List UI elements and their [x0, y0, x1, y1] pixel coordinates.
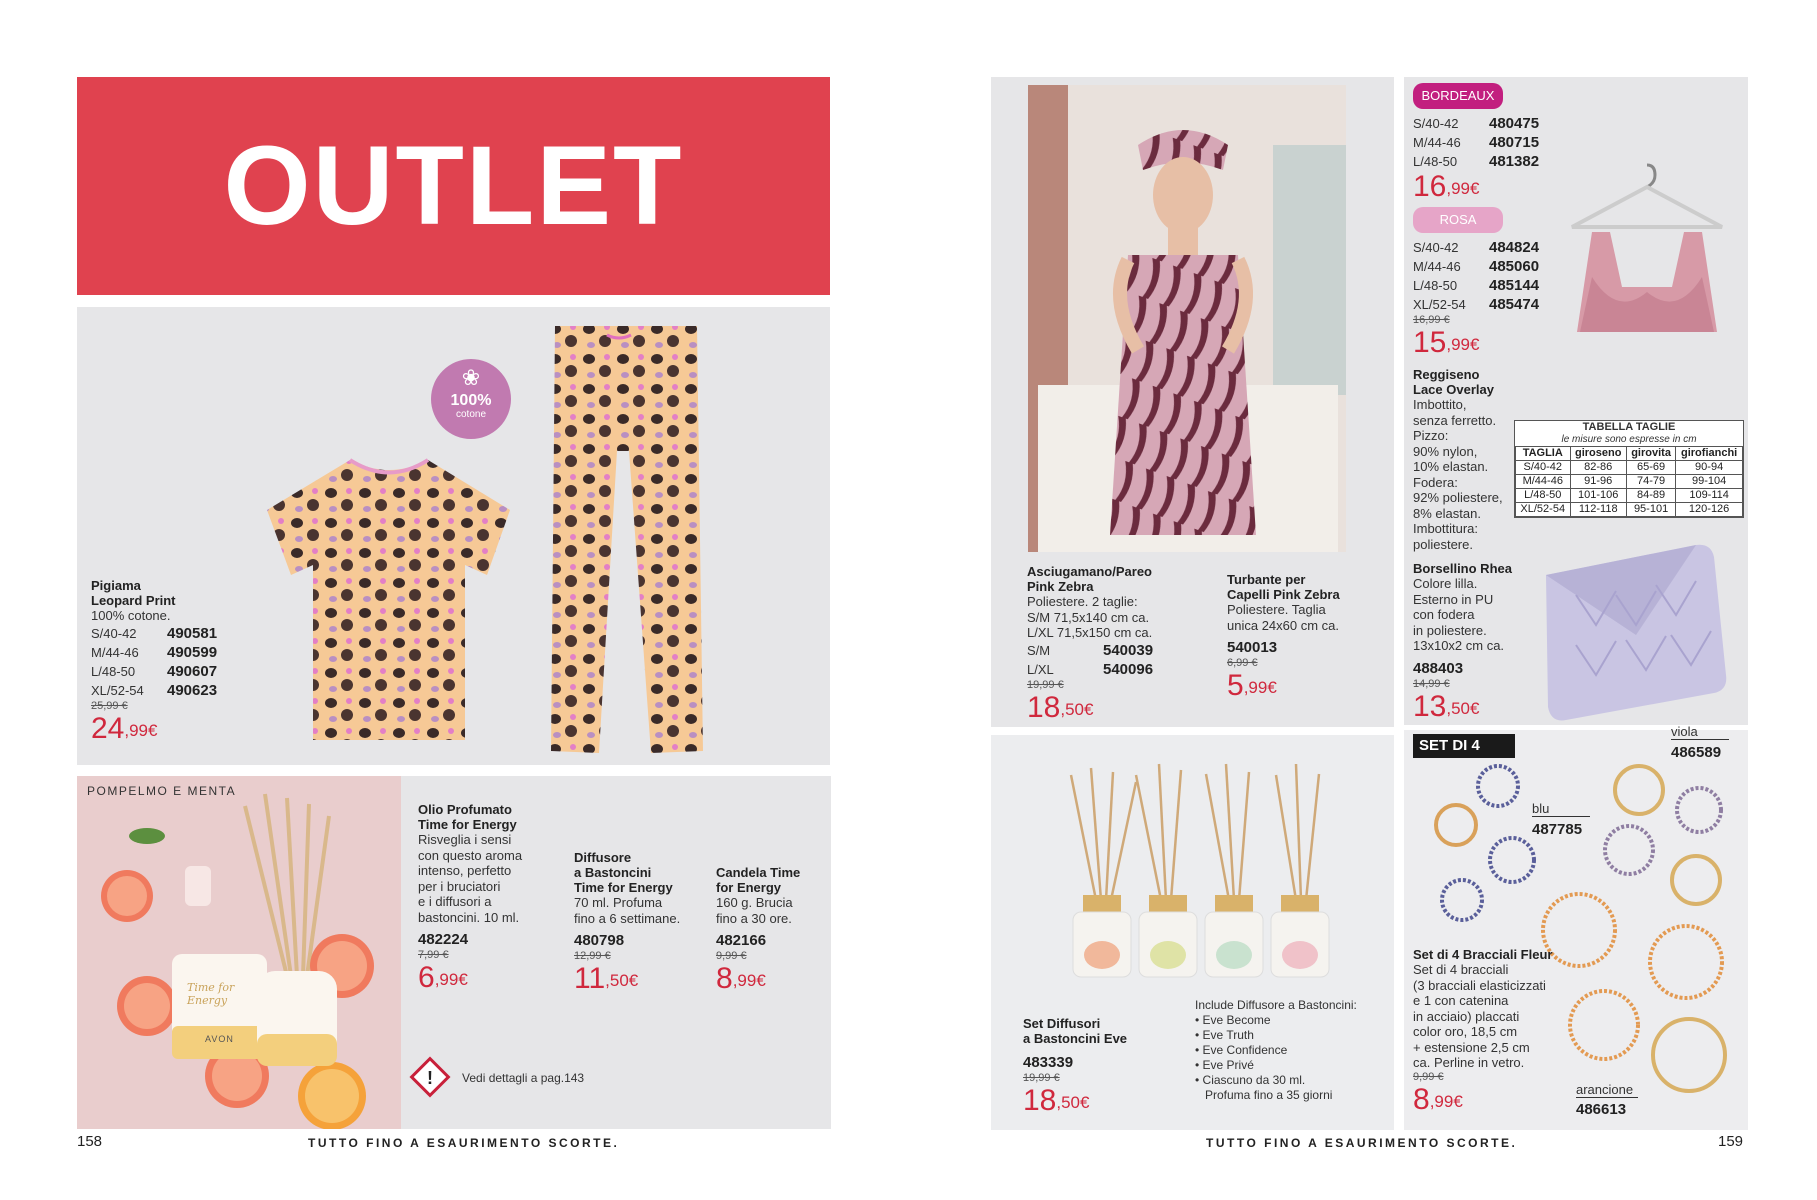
turbante-code: 540013: [1227, 639, 1278, 656]
rosa-price: $15^{,99€}$: [1413, 326, 1480, 359]
asciugamano-price: $18^{,50€}$: [1027, 690, 1094, 724]
candela-desc-1: 160 g. Brucia: [716, 895, 793, 910]
viola-code: 486589: [1671, 744, 1722, 761]
rosa-size-row: L/48-50 485144: [1413, 277, 1540, 294]
turbante-price: $5^{,99€}$: [1227, 669, 1277, 702]
eve-diffusers-image: [1051, 750, 1331, 980]
bordeaux-size-row: S/40-42 480475: [1413, 115, 1540, 132]
size-table-row: S/40-42 82-86 65-69 90-94: [1516, 461, 1743, 475]
energy-panel: [77, 776, 831, 1129]
borsellino-code: 488403: [1413, 659, 1464, 677]
bordeaux-size-row: L/48-50 481382: [1413, 153, 1540, 170]
diffusore-old-price: 12,99 €: [574, 950, 611, 962]
bordeaux-price: $16^{,99€}$: [1413, 170, 1480, 203]
bracciali-panel: [1404, 724, 1748, 1130]
pigiama-desc: 100% cotone.: [91, 608, 171, 623]
reggiseno-old-price: 16,99 €: [1413, 314, 1450, 326]
olio-name-2: Time for Energy: [418, 817, 517, 832]
rosa-badge: ROSA: [1413, 207, 1503, 233]
reggiseno-desc-7: 92% poliestere,: [1413, 490, 1503, 505]
reggiseno-desc-5: 10% elastan.: [1413, 459, 1489, 474]
eve-item: • Ciascuno da 30 ml.: [1195, 1073, 1306, 1087]
asciugamano-name: Asciugamano/Pareo: [1027, 564, 1152, 579]
pigiama-old-price: 25,99 €: [91, 699, 128, 712]
bracciali-desc-6: + estensione 2,5 cm: [1413, 1039, 1530, 1055]
eve-item: • Eve Confidence: [1195, 1043, 1288, 1057]
lingerie-panel: [1404, 77, 1748, 725]
eve-include: Include Diffusore a Bastoncini:: [1195, 998, 1357, 1012]
eve-item: • Eve Become: [1195, 1013, 1271, 1027]
candela-old-price: 9,99 €: [716, 950, 747, 962]
bracciali-desc-1: Set di 4 bracciali: [1413, 962, 1509, 977]
sticks-graphic: [77, 776, 401, 1129]
candela-name-2: for Energy: [716, 880, 782, 895]
asciugamano-desc-1: Poliestere. 2 taglie:: [1027, 594, 1138, 609]
set-tag: SET DI 4: [1413, 734, 1515, 758]
bordeaux-badge: BORDEAUX: [1413, 83, 1503, 109]
olio-desc-5: e i diffusori a: [418, 894, 492, 909]
diffusore-name-3: Time for Energy: [574, 880, 673, 895]
reggiseno-name-2: Lace Overlay: [1413, 382, 1494, 397]
diffusore-name: Diffusore: [574, 850, 632, 865]
pigiama-pants-image: [547, 321, 707, 761]
borsellino-desc-2: Esterno in PU: [1413, 591, 1494, 607]
footer-right: TUTTO FINO A ESAURIMENTO SCORTE.: [1206, 1136, 1518, 1150]
bracciali-desc-5: color oro, 18,5 cm: [1413, 1024, 1518, 1039]
olio-desc-6: bastoncini. 10 ml.: [418, 909, 520, 925]
cotton-icon: ❀: [461, 365, 481, 390]
turbante-name: Turbante per: [1227, 572, 1306, 587]
cotton-label: cotone: [455, 409, 487, 420]
asciugamano-size-row: L/XL 540096: [1027, 660, 1154, 678]
diffusore-name-2: a Bastoncini: [574, 865, 652, 880]
candela-price: $8^{,99€}$: [716, 962, 766, 995]
pigiama-name: Pigiama: [91, 578, 141, 593]
size-table-subtitle: le misure sono espresse in cm: [1561, 434, 1697, 445]
candela-name: Candela Time: [716, 865, 801, 880]
asciugamano-size-row: S/M 540039: [1027, 641, 1154, 659]
asciugamano-desc-2: S/M 71,5x140 cm ca.: [1027, 609, 1150, 625]
eve-price: $18^{,50€}$: [1023, 1084, 1090, 1117]
pigiama-name-2: Leopard Print: [91, 593, 176, 608]
blu-code: 487785: [1532, 821, 1583, 838]
olio-desc-1: Risveglia i sensi: [418, 832, 512, 847]
diffusore-desc-1: 70 ml. Profuma: [574, 895, 663, 910]
cotton-badge: [431, 359, 511, 439]
bordeaux-size-row: M/44-46 480715: [1413, 134, 1540, 151]
reggiseno-desc-3: Pizzo:: [1413, 428, 1449, 443]
borsellino-old-price: 14,99 €: [1413, 677, 1450, 690]
turbante-old-price: 6,99 €: [1227, 657, 1258, 669]
footer-left: TUTTO FINO A ESAURIMENTO SCORTE.: [308, 1136, 620, 1150]
size-table-header: TAGLIA giroseno girovita girofianchi: [1516, 447, 1743, 461]
turbante-desc-2: unica 24x60 cm ca.: [1227, 617, 1340, 633]
size-table-row: M/44-46 91-96 74-79 99-104: [1516, 475, 1743, 489]
borsellino-desc-1: Colore lilla.: [1413, 576, 1478, 591]
reggiseno-desc-1: Imbottito,: [1413, 397, 1467, 412]
energy-products-image: [77, 776, 401, 1129]
arancione-code: 486613: [1576, 1101, 1627, 1118]
reggiseno-desc-4: 90% nylon,: [1413, 443, 1478, 459]
diffusore-price: $11^{,50€}$: [574, 962, 639, 995]
size-table-row: XL/52-54 112-118 95-101 120-126: [1516, 503, 1743, 517]
reggiseno-desc-8: 8% elastan.: [1413, 505, 1481, 521]
asciugamano-old-price: 19,99 €: [1027, 678, 1064, 691]
olio-desc-4: per i bruciatori: [418, 878, 501, 894]
eve-panel: [991, 735, 1394, 1130]
reggiseno-desc-10: poliestere.: [1413, 536, 1473, 552]
size-table-title: TABELLA TAGLIE: [1582, 421, 1676, 433]
eve-item: Profuma fino a 35 giorni: [1195, 1088, 1333, 1102]
borsellino-desc-3: con fodera: [1413, 607, 1475, 622]
borsellino-desc-4: in poliestere.: [1413, 622, 1487, 638]
page-number-left: 158: [77, 1133, 103, 1150]
pigiama-size-row: S/40-42 490581: [91, 624, 218, 642]
candela-desc-2: fino a 30 ore.: [716, 910, 792, 926]
bracciali-old-price: 9,99 €: [1413, 1070, 1444, 1083]
eve-name: Set Diffusori: [1023, 1016, 1101, 1031]
jar-brand: AVON: [205, 1034, 234, 1044]
cotton-pct: 100%: [450, 392, 492, 409]
energy-label: POMPELMO E MENTA: [87, 784, 237, 798]
borsellino-desc-5: 13x10x2 cm ca.: [1413, 638, 1505, 653]
diffusore-code: 480798: [574, 932, 625, 949]
rosa-size-row: S/40-42 484824: [1413, 239, 1540, 256]
olio-code: 482224: [418, 931, 469, 948]
viola-label: viola: [1671, 724, 1729, 740]
reggiseno-desc-2: senza ferretto.: [1413, 412, 1497, 428]
eve-old-price: 19,99 €: [1023, 1072, 1060, 1084]
outlet-banner: [77, 77, 830, 295]
outlet-title: OUTLET: [223, 123, 684, 248]
bra-image: [1552, 157, 1742, 357]
wallet-image: [1536, 535, 1732, 725]
pigiama-size-row: XL/52-54 490623: [91, 681, 218, 699]
bracciali-name: Set di 4 Bracciali Fleur: [1413, 947, 1553, 962]
candela-code: 482166: [716, 932, 767, 949]
olio-desc-3: intenso, perfetto: [418, 863, 512, 878]
zebra-panel: [991, 77, 1394, 727]
diffusore-desc-2: fino a 6 settimane.: [574, 910, 681, 926]
pigiama-size-row: L/48-50 490607: [91, 662, 218, 680]
olio-old-price: 7,99 €: [418, 949, 449, 961]
reggiseno-desc-9: Imbottitura:: [1413, 521, 1479, 536]
eve-name-2: a Bastoncini Eve: [1023, 1031, 1128, 1046]
turbante-name-2: Capelli Pink Zebra: [1227, 587, 1340, 602]
bracciali-desc-4: in acciaio) placcati: [1413, 1008, 1520, 1024]
page-number-right: 159: [1718, 1133, 1744, 1150]
pigiama-shirt-image: [255, 455, 523, 745]
bracciali-desc-3: e 1 con catenina: [1413, 993, 1509, 1008]
asciugamano-desc-3: L/XL 71,5x150 cm ca.: [1027, 625, 1153, 640]
olio-name: Olio Profumato: [418, 802, 512, 817]
zebra-model-image: [1028, 85, 1346, 552]
pigiama-price: $24^{,99€}$: [91, 711, 158, 745]
rosa-size-row: XL/52-54 485474: [1413, 296, 1540, 313]
bracciali-desc-7: ca. Perline in vetro.: [1413, 1055, 1525, 1070]
borsellino-price: $13^{,50€}$: [1413, 689, 1480, 723]
size-table: [1514, 420, 1744, 518]
blu-label: blu: [1532, 801, 1590, 817]
warning-icon: [409, 1056, 451, 1098]
reggiseno-desc-6: Fodera:: [1413, 474, 1458, 490]
olio-desc-2: con questo aroma: [418, 847, 523, 863]
bracciali-price: $8^{,99€}$: [1413, 1082, 1463, 1116]
rosa-size-row: M/44-46 485060: [1413, 258, 1540, 275]
size-table-row: L/48-50 101-106 84-89 109-114: [1516, 489, 1743, 503]
warning-note: Vedi dettagli a pag.143: [462, 1071, 585, 1085]
jar-text: Time for Energy: [187, 981, 235, 1007]
olio-price: $6^{,99€}$: [418, 961, 468, 994]
eve-code: 483339: [1023, 1054, 1074, 1071]
asciugamano-name-2: Pink Zebra: [1027, 579, 1094, 594]
borsellino-name: Borsellino Rhea: [1413, 561, 1512, 576]
eve-item: • Eve Privé: [1195, 1058, 1254, 1072]
arancione-label: arancione: [1576, 1082, 1638, 1098]
turbante-desc-1: Poliestere. Taglia: [1227, 602, 1326, 617]
pigiama-panel: [77, 307, 830, 765]
bracciali-desc-2: (3 bracciali elasticizzati: [1413, 977, 1546, 993]
pigiama-size-row: M/44-46 490599: [91, 643, 218, 661]
eve-item: • Eve Truth: [1195, 1028, 1254, 1042]
reggiseno-name: Reggiseno: [1413, 367, 1480, 382]
svg-text:!: !: [427, 1068, 433, 1088]
